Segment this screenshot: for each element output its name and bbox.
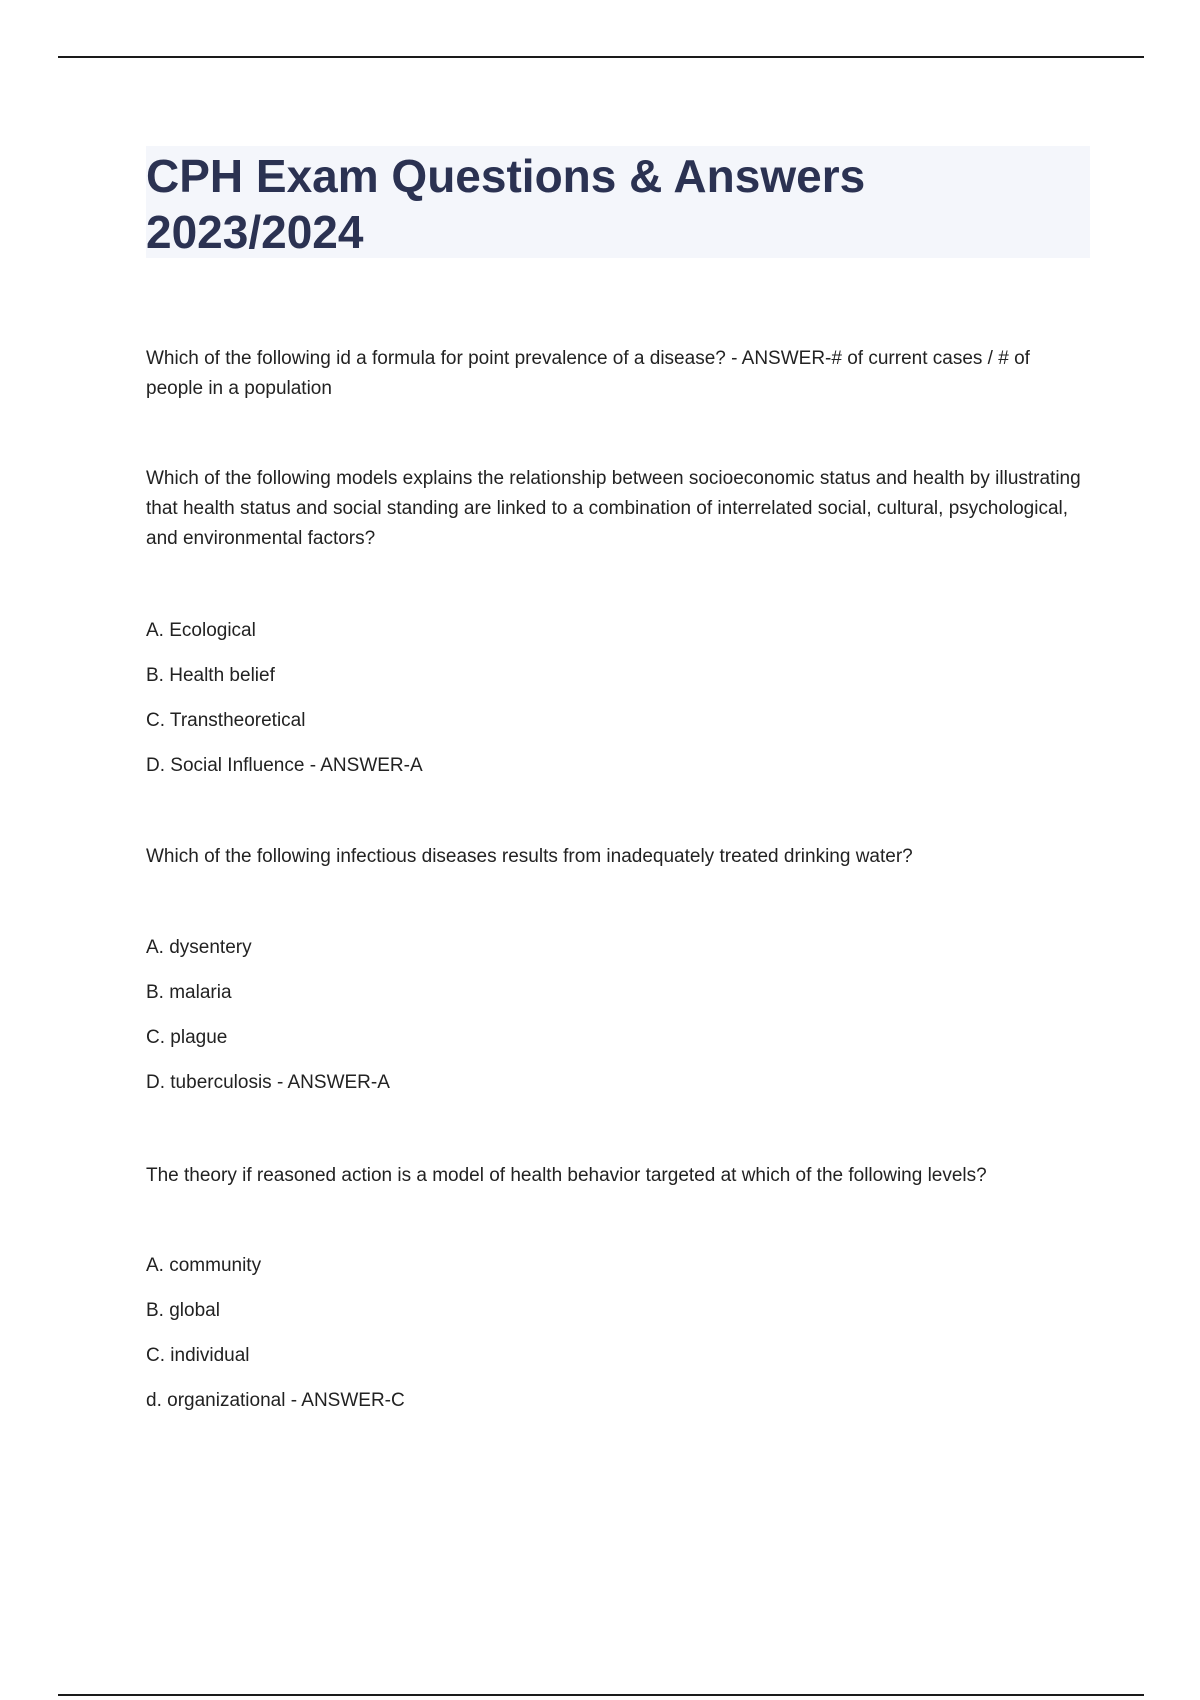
- option-item: A. community: [146, 1255, 262, 1276]
- question-text: The theory if reasoned action is a model of health behavior targeted at which of the following levels?: [146, 1165, 987, 1186]
- question-block-4: [146, 1161, 1090, 1191]
- option-list-4: [146, 1251, 1090, 1416]
- option-item: B. global: [146, 1300, 220, 1321]
- option-item: d. organizational - ANSWER-C: [146, 1390, 405, 1411]
- header-rule: [58, 56, 1144, 58]
- option-item: C. individual: [146, 1345, 250, 1366]
- option-item: D. tuberculosis - ANSWER-A: [146, 1072, 390, 1093]
- option-list-2: [146, 616, 1090, 781]
- option-list-3: [146, 933, 1090, 1098]
- footer-rule: [58, 1694, 1144, 1696]
- option-item: A. Ecological: [146, 620, 256, 641]
- question-text: Which of the following infectious diseases results from inadequately treated drinking water?: [146, 846, 913, 867]
- option-item: B. malaria: [146, 982, 232, 1003]
- question-block-3: [146, 842, 1090, 872]
- option-item: B. Health belief: [146, 665, 275, 686]
- option-item: C. Transtheoretical: [146, 710, 306, 731]
- question-block-2: [146, 464, 1090, 554]
- option-item: A. dysentery: [146, 937, 252, 958]
- question-text: Which of the following models explains the relationship between socioeconomic status and health by illustrating that health status and social standing are linked to a combination of interrelated social, cultural, psychological, and environmental factors?: [146, 468, 1081, 549]
- document-body: [146, 146, 1090, 1411]
- question-block-1: [146, 344, 1090, 404]
- title-banner: [146, 146, 1090, 258]
- document-title: CPH Exam Questions & Answers 2023/2024: [146, 150, 866, 258]
- question-text: Which of the following id a formula for point prevalence of a disease? - ANSWER-# of current cases / # of people in a population: [146, 348, 1030, 399]
- option-item: C. plague: [146, 1027, 228, 1048]
- option-item: D. Social Influence - ANSWER-A: [146, 755, 423, 776]
